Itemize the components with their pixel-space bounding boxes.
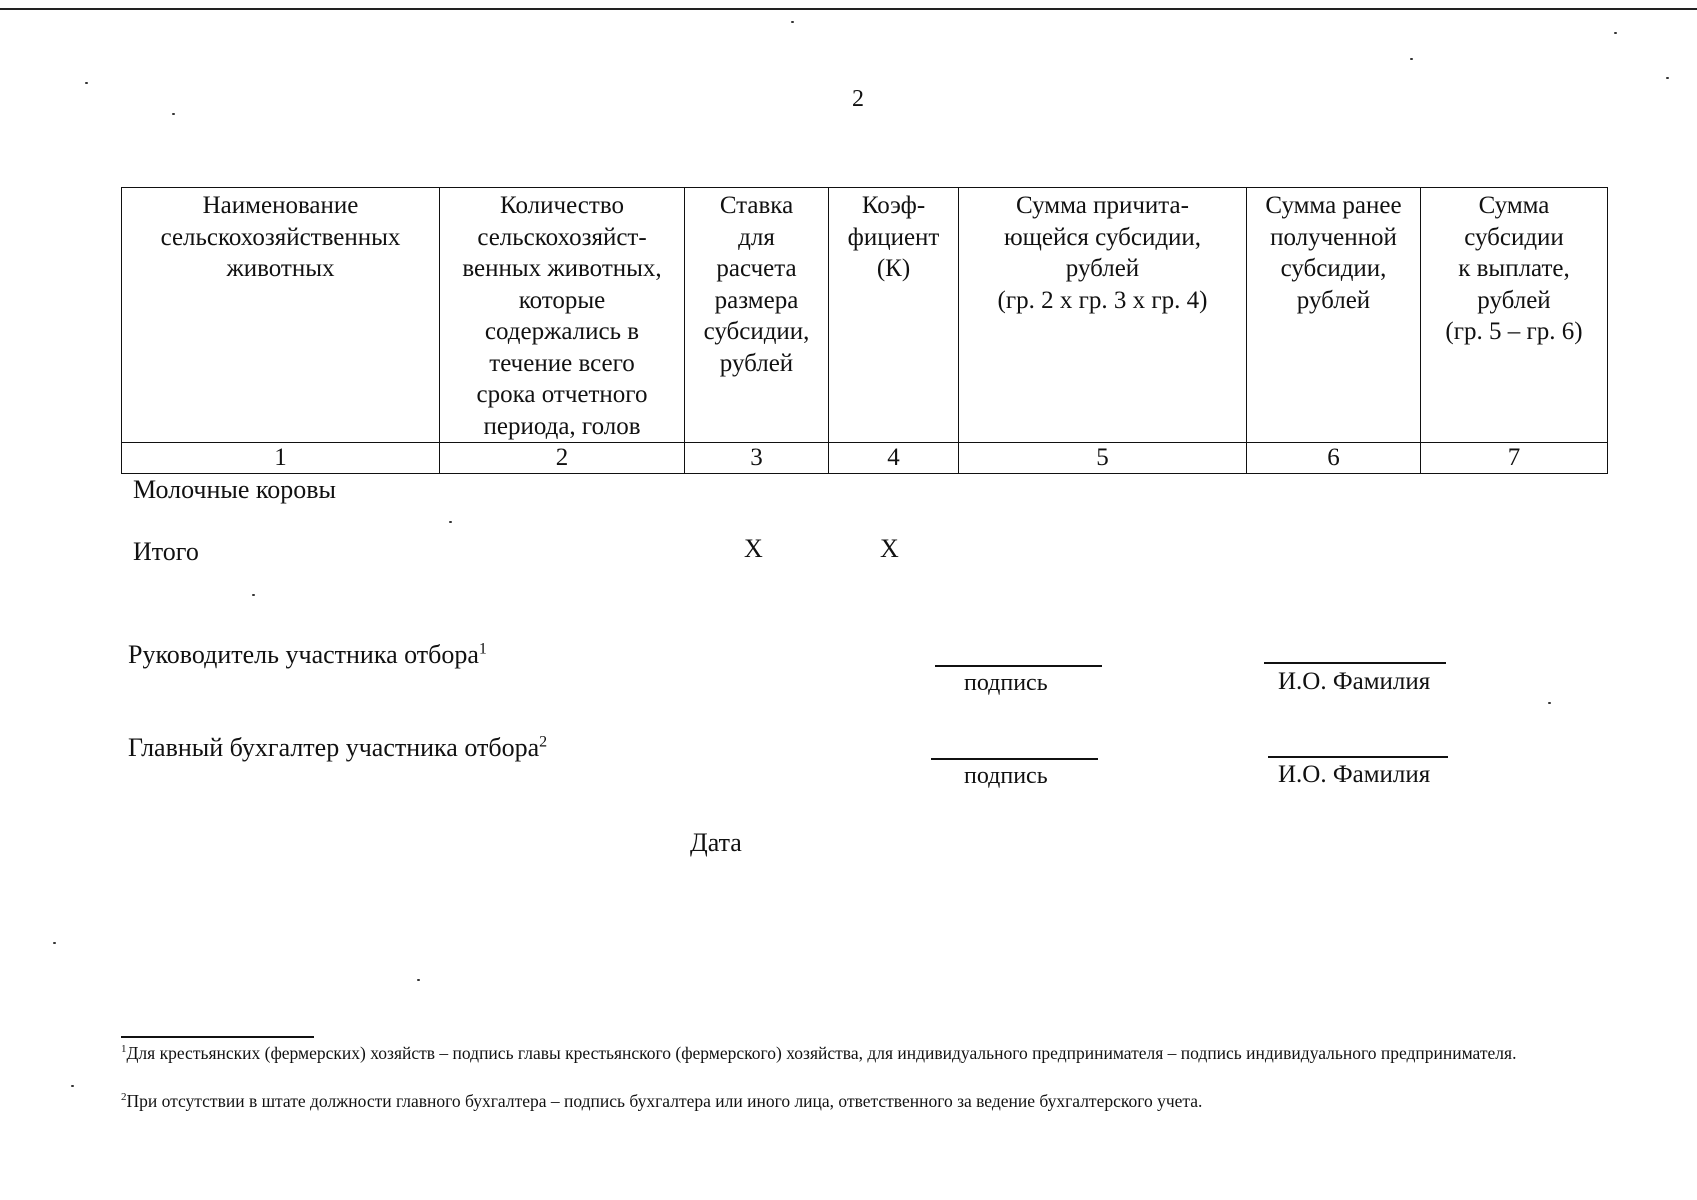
scan-speck (417, 979, 420, 981)
header-payable-amount: Сумма субсидии к выплате, рублей (гр. 5 – гр. 6) (1421, 188, 1608, 443)
page-number: 2 (852, 86, 864, 112)
accountant-name: И.О. Фамилия (1278, 761, 1431, 788)
scan-speck (1614, 32, 1617, 34)
header-rate: Ставка для расчета размера субсидии, рублей (685, 188, 829, 443)
column-number: 4 (829, 443, 959, 474)
column-number: 7 (1421, 443, 1608, 474)
header-animal-name: Наименование сельскохозяйственных животных (122, 188, 440, 443)
accountant-name-line (1268, 756, 1448, 758)
scan-speck (252, 594, 255, 596)
total-col3-mark: Х (744, 534, 763, 563)
scan-speck (449, 521, 452, 523)
header-coefficient: Коэф- фициент (К) (829, 188, 959, 443)
scan-speck (791, 21, 794, 23)
scan-speck (1666, 77, 1669, 79)
subsidy-table (121, 187, 1608, 474)
header-animal-count: Количество сельскохозяйст- венных животных, которые содержались в течение всего срока отчетного периода, голов (440, 188, 685, 443)
total-col4-mark: Х (880, 534, 899, 563)
accountant-signature-caption: подпись (964, 763, 1048, 789)
column-number: 5 (959, 443, 1247, 474)
table-header-row (122, 188, 1608, 443)
scan-speck (1410, 58, 1413, 60)
footnote-1: $^1$Для крестьянских (фермерских) хозяйств – подпись главы крестьянского (фермерского) хозяйства, для индивидуального предпринимателя – подпись индивидуального предпринимателя. (121, 1042, 1517, 1063)
scan-speck (1548, 702, 1551, 704)
header-received-amount: Сумма ранее полученной субсидии, рублей (1247, 188, 1421, 443)
scan-speck (71, 1085, 74, 1087)
column-number: 3 (685, 443, 829, 474)
footnote-2: $^2$При отсутствии в штате должности главного бухгалтера – подпись бухгалтера или иного лица, ответственного за ведение бухгалтерского учета. (121, 1090, 1203, 1111)
row-total: Итого (133, 537, 199, 566)
head-name: И.О. Фамилия (1278, 668, 1431, 695)
head-signature-title: Руководитель участника отбора$^1$ (128, 640, 487, 669)
scan-speck (172, 113, 175, 115)
column-number-row (122, 443, 1608, 474)
head-name-line (1264, 662, 1446, 664)
date-label: Дата (690, 828, 742, 857)
column-number: 2 (440, 443, 685, 474)
head-signature-caption: подпись (964, 670, 1048, 696)
row-dairy-cows: Молочные коровы (133, 475, 336, 504)
scan-speck (53, 942, 56, 944)
accountant-signature-title: Главный бухгалтер участника отбора$^2$ (128, 733, 548, 762)
accountant-signature-line (931, 758, 1098, 760)
header-due-amount: Сумма причита- ющейся субсидии, рублей (гр. 2 х гр. 3 х гр. 4) (959, 188, 1247, 443)
top-border-line (0, 8, 1697, 10)
column-number: 6 (1247, 443, 1421, 474)
head-signature-line (935, 665, 1102, 667)
column-number: 1 (122, 443, 440, 474)
scan-speck (85, 82, 88, 84)
